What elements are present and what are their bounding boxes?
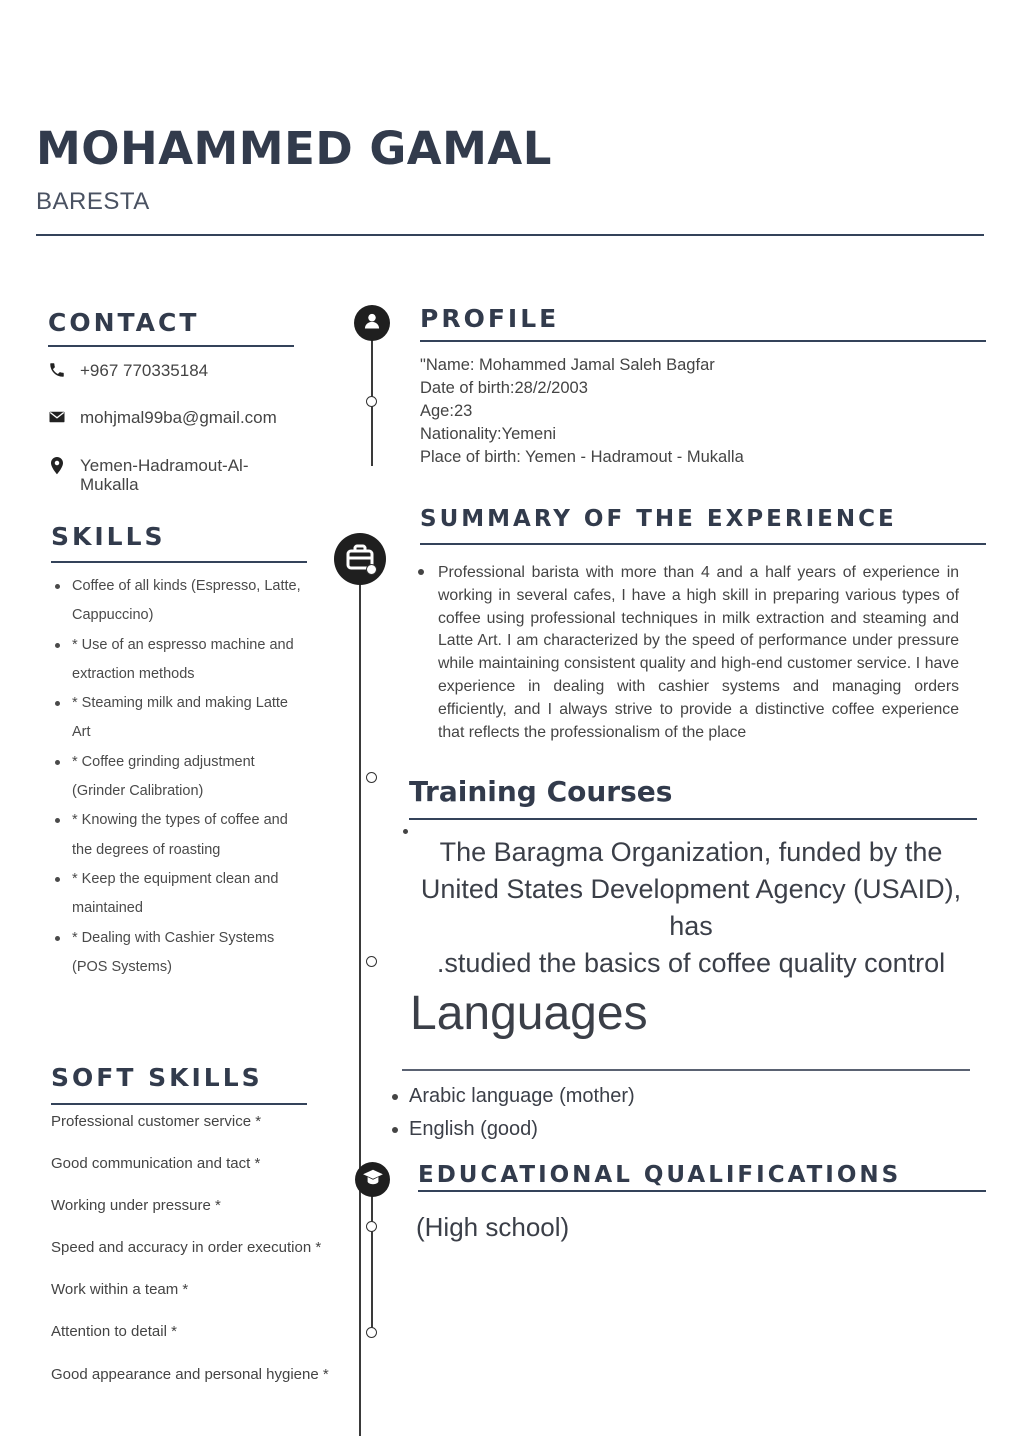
contact-phone[interactable] [48, 361, 208, 381]
header-divider [36, 234, 984, 236]
profile-birthplace: Place of birth: Yemen - Hadramout - Mukalla [420, 448, 744, 466]
phone-icon [48, 361, 68, 381]
timeline-dot [366, 1327, 377, 1338]
skill-item: * Dealing with Cashier Systems (POS Systems) [52, 924, 302, 983]
summary-divider [420, 543, 986, 545]
training-line-1: The Baragma Organization, funded by the [439, 837, 943, 867]
profile-birthdate: Date of birth:28/2/2003 [420, 379, 588, 397]
profile-divider [420, 340, 986, 342]
timeline-line-edu [371, 1180, 373, 1333]
soft-skill-item: Working under pressure * [51, 1197, 221, 1214]
language-text: Arabic language (mother) [409, 1085, 635, 1107]
graduation-cap-icon [362, 1168, 384, 1191]
skills-list [52, 572, 302, 982]
education-timeline-badge [355, 1162, 390, 1197]
timeline-line-main [359, 560, 361, 1436]
training-line-2: United States Development Agency (USAID), has [420, 874, 962, 941]
address-line-1: Yemen-Hadramout-Al- [80, 456, 249, 475]
envelope-icon [48, 408, 68, 428]
phone-text: +967 770335184 [80, 361, 209, 380]
timeline-dot [366, 772, 377, 783]
user-icon [362, 311, 382, 336]
timeline-dot [366, 1221, 377, 1232]
skill-item: Coffee of all kinds (Espresso, Latte, Cappuccino) [52, 572, 302, 631]
soft-skill-item: Good communication and tact * [51, 1155, 261, 1172]
contact-address [48, 456, 249, 494]
soft-skill-item: Speed and accuracy in order execution * [51, 1239, 322, 1256]
address-line-2: Mukalla [80, 475, 139, 494]
training-line-3: .studied the basics of coffee quality control [436, 948, 946, 978]
training-divider [409, 818, 977, 820]
skill-item: * Keep the equipment clean and maintained [52, 865, 302, 924]
contact-email[interactable] [48, 408, 277, 428]
skill-item: * Use of an espresso machine and extraction methods [52, 631, 302, 690]
profile-heading: PROFILE [420, 304, 560, 333]
education-heading: EDUCATIONAL QUALIFICATIONS [418, 1162, 902, 1188]
soft-skill-item: Good appearance and personal hygiene * [51, 1366, 329, 1383]
language-text: English (good) [409, 1118, 538, 1140]
languages-divider [402, 1069, 970, 1071]
education-divider [418, 1190, 986, 1192]
training-heading: Training Courses [409, 775, 673, 808]
language-item [392, 1085, 635, 1108]
summary-bullet [418, 569, 424, 575]
contact-divider [48, 345, 294, 347]
skills-heading: SKILLS [51, 522, 166, 551]
timeline-line-top [371, 322, 373, 466]
job-title: BARESTA [36, 188, 150, 215]
profile-nationality: Nationality:Yemeni [420, 425, 557, 443]
timeline-dot [366, 396, 377, 407]
language-item [392, 1118, 538, 1141]
skill-item: * Coffee grinding adjustment (Grinder Calibration) [52, 748, 302, 807]
skill-item: * Steaming milk and making Latte Art [52, 689, 302, 748]
education-value: (High school) [416, 1212, 570, 1242]
summary-heading: SUMMARY OF THE EXPERIENCE [420, 506, 897, 532]
skill-item: * Knowing the types of coffee and the degrees of roasting [52, 806, 302, 865]
timeline-dot [366, 564, 377, 575]
summary-text: Professional barista with more than 4 and a half years of experience in working in several cafes, I have a high skill in preparing various types of coffee using professional techniques in milk extraction and steaming and Latte Art. I am characterized by the speed of performance under pressure while maintaining consistent quality and high-end customer service. I have experience in dealing with cashier systems and managing orders efficiently, and I always strive to provide a distinctive coffee experience that reflects the professionalism of the place [438, 564, 959, 741]
candidate-name: MOHAMMED GAMAL [36, 122, 552, 175]
timeline-dot [366, 956, 377, 967]
soft-skills-heading: SOFT SKILLS [51, 1063, 263, 1092]
profile-timeline-badge [354, 305, 390, 341]
contact-heading: CONTACT [48, 308, 200, 337]
email-text: mohjmal99ba@gmail.com [80, 408, 277, 427]
soft-skill-item: Work within a team * [51, 1281, 189, 1298]
profile-name: "Name: Mohammed Jamal Saleh Bagfar [420, 356, 715, 374]
languages-heading: Languages [410, 987, 648, 1040]
soft-skill-item: Professional customer service * [51, 1113, 262, 1130]
summary-timeline-badge [334, 533, 386, 585]
profile-age: Age:23 [420, 402, 473, 420]
training-course-text [398, 834, 984, 982]
soft-skills-divider [51, 1103, 307, 1105]
skills-divider [51, 561, 307, 563]
soft-skill-item: Attention to detail * [51, 1323, 177, 1340]
map-pin-icon [48, 456, 68, 476]
